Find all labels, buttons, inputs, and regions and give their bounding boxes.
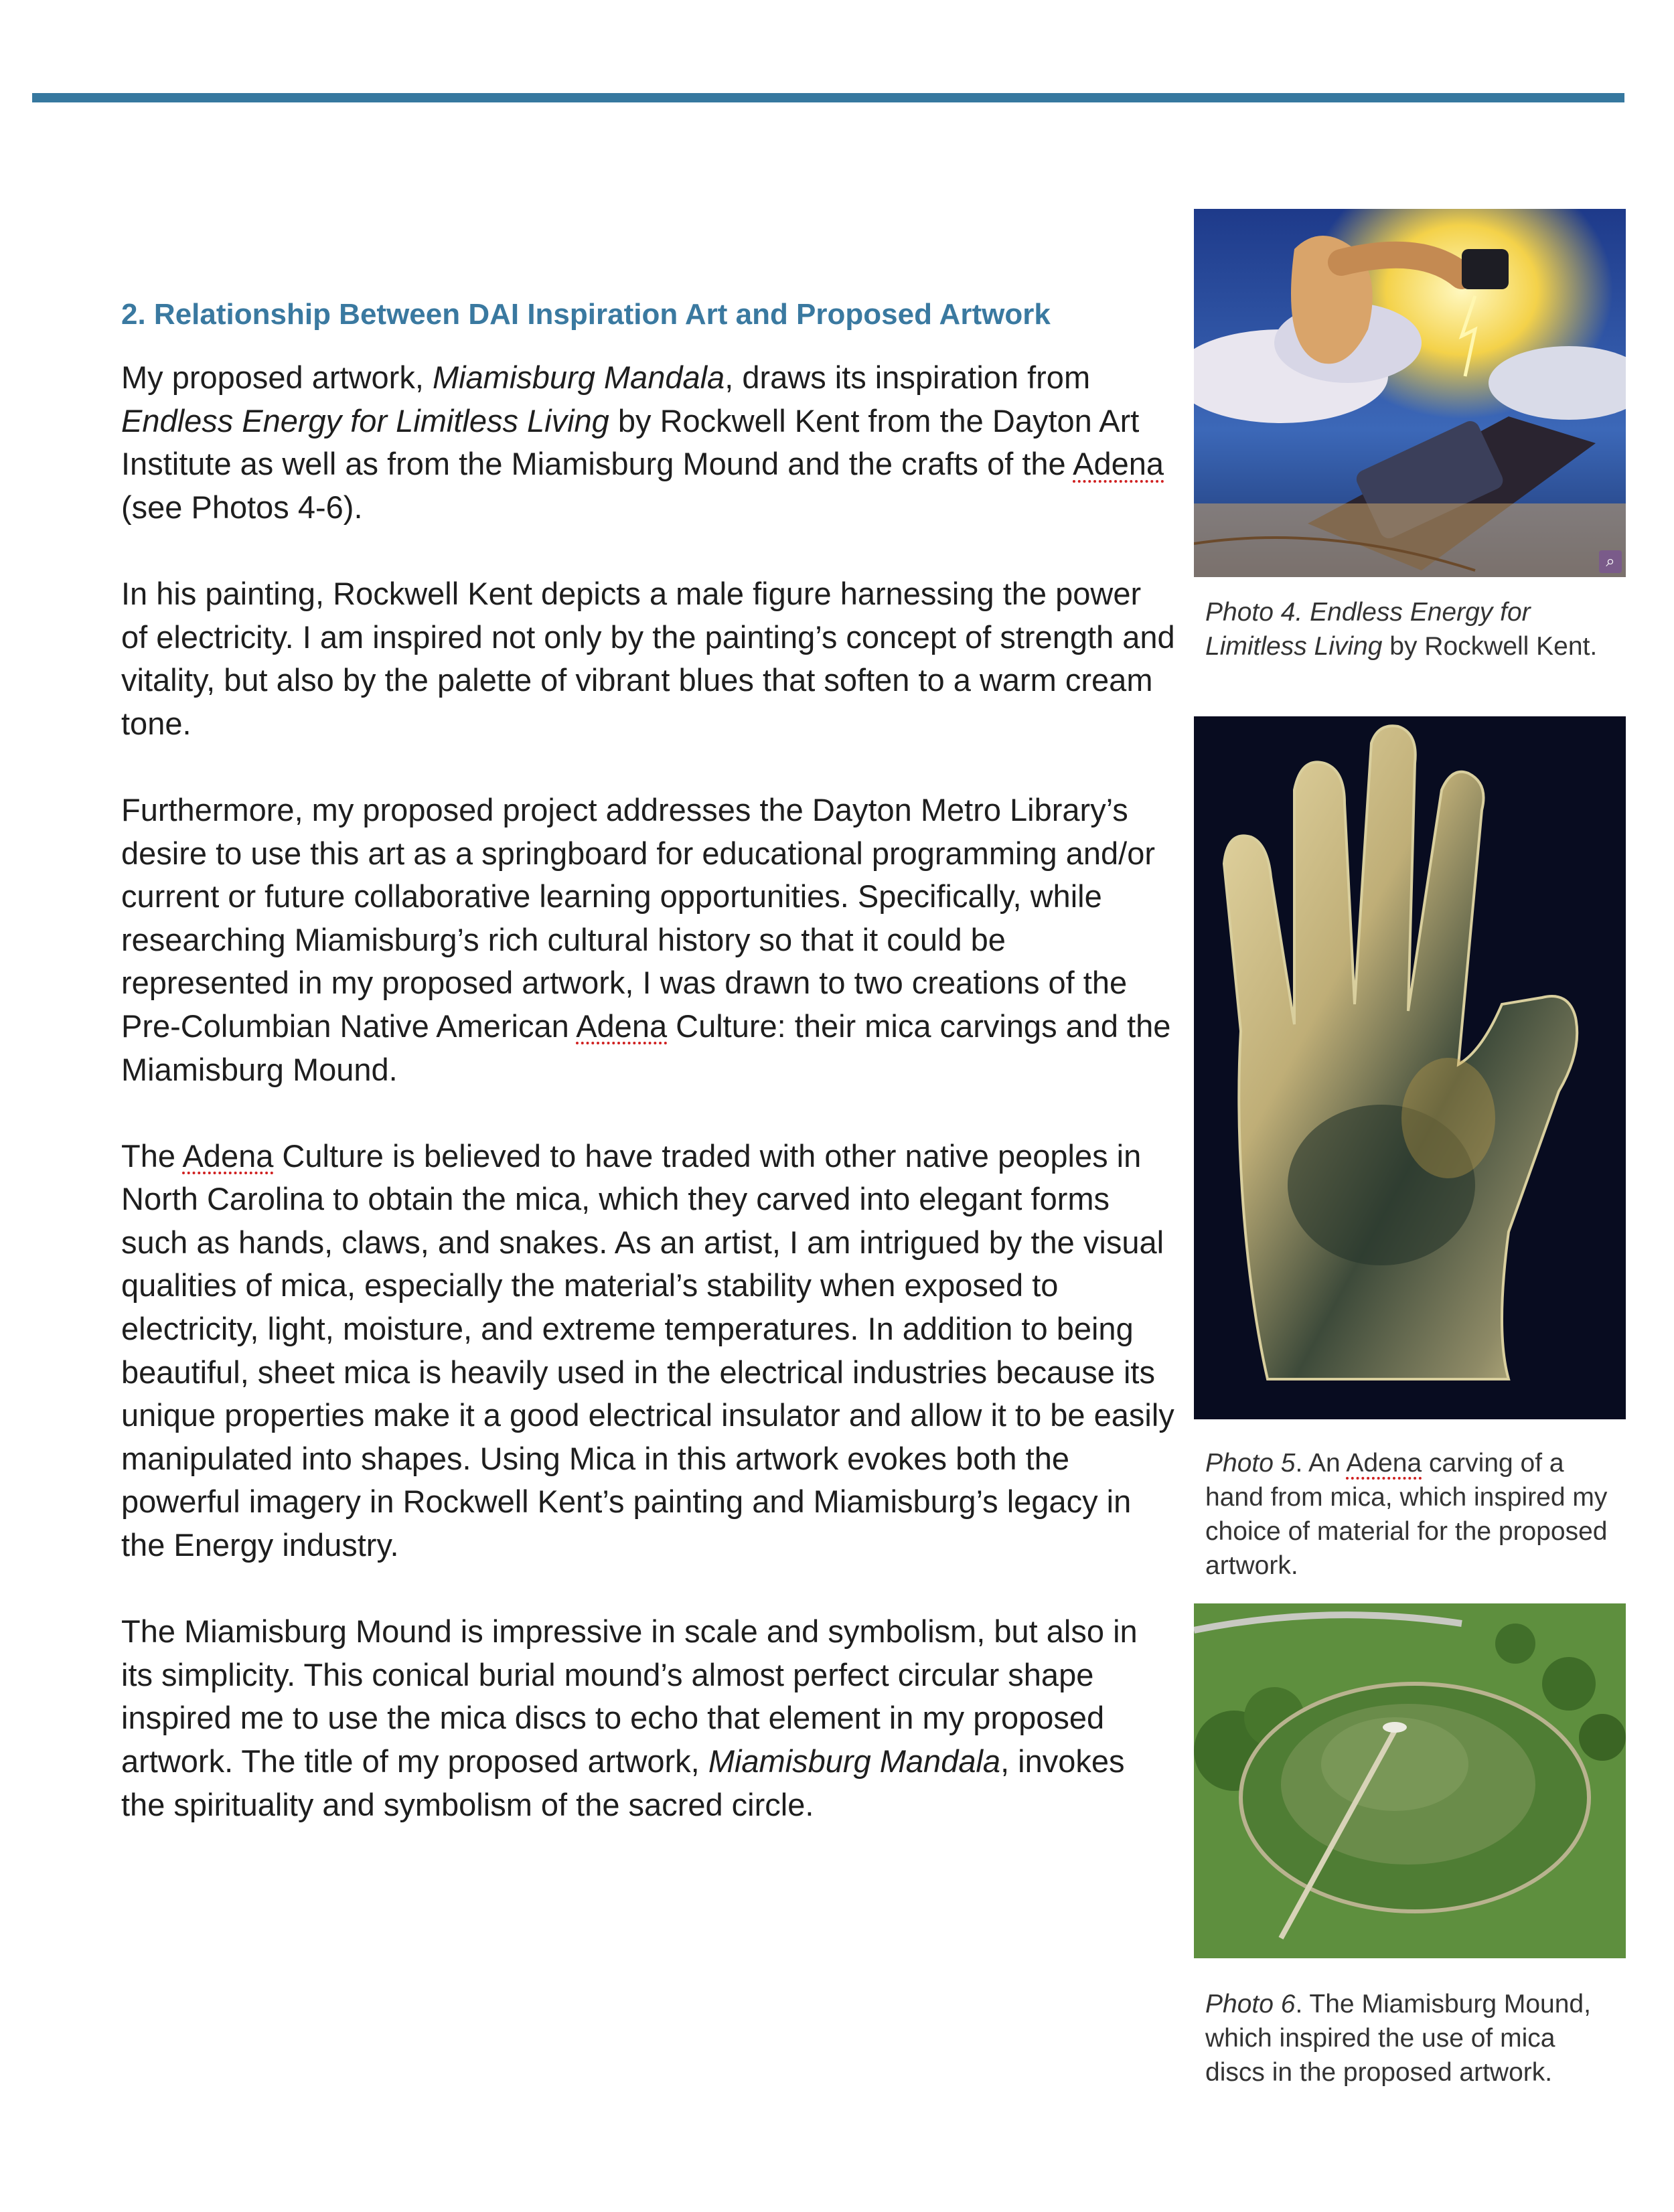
caption-photo-6: Photo 6. The Miamisburg Mound, which inspired the use of mica discs in the proposed artwork. [1205, 1990, 1591, 2087]
body-text [121, 356, 1176, 1870]
spellcheck-word: Adena [1346, 1449, 1422, 1478]
header-rule [32, 93, 1624, 102]
caption-photo-4: Photo 4. Endless Energy for Limitless Living by Rockwell Kent. [1205, 598, 1598, 661]
caption-photo-5: Photo 5. An Adena carving of a hand from mica, which inspired my choice of material for the proposed artwork. [1205, 1449, 1608, 1580]
magnifier-icon[interactable]: ⌕ [1599, 550, 1622, 573]
paragraph-5: The Miamisburg Mound is impressive in scale and symbolism, but also in its simplicity. This conical burial mound’s almost perfect circular shape inspired me to use the mica discs to echo that element in my proposed artwork. The title of my proposed artwork, Miamisburg Mandala, invokes the spirituality and symbolism of the sacred circle. [121, 1613, 1138, 1822]
photo-5-mica-hand [1194, 716, 1626, 1419]
spellcheck-word: Adena [1073, 446, 1164, 482]
photo-6-mound [1194, 1603, 1626, 1958]
photo-4-painting [1194, 209, 1626, 577]
paragraph-1: My proposed artwork, Miamisburg Mandala, draws its inspiration from Endless Energy for Limitless Living by Rockwell Kent from the Dayton Art Institute as well as from the Miamisburg Mound and the crafts of the Adena (see Photos 4-6). [121, 360, 1164, 525]
paragraph-3: Furthermore, my proposed project addresses the Dayton Metro Library’s desire to use this art as a springboard for educational programming and/or current or future collaborative learning opportunities. Specifically, while researching Miamisburg’s rich cultural history so that it could be represented in my proposed artwork, I was drawn to two creations of the Pre-Columbian Native American Adena Culture: their mica carvings and the Miamisburg Mound. [121, 791, 1171, 1087]
spellcheck-word: Adena [182, 1137, 274, 1174]
paragraph-2: In his painting, Rockwell Kent depicts a male figure harnessing the power of electricity. I am inspired not only by the painting’s concept of strength and vitality, but also by the palette of vibrant blues that soften to a warm cream tone. [121, 575, 1175, 741]
paragraph-4: The Adena Culture is believed to have traded with other native peoples in North Carolina to obtain the mica, which they carved into elegant forms such as hands, claws, and snakes. As an artist, I am intrigued by the visual qualities of mica, especially the material’s stability when exposed to electricity, light, moisture, and extreme temperatures. In addition to being beautiful, sheet mica is heavily used in the electrical industries because its unique properties make it a good electrical insulator and allow it to be easily manipulated into shapes. Using Mica in this artwork evokes both the powerful imagery in Rockwell Kent’s painting and Miamisburg’s legacy in the Energy industry. [121, 1137, 1174, 1563]
section-heading: 2. Relationship Between DAI Inspiration Art and Proposed Artwork [121, 298, 1051, 331]
spellcheck-word: Adena [576, 1008, 668, 1044]
